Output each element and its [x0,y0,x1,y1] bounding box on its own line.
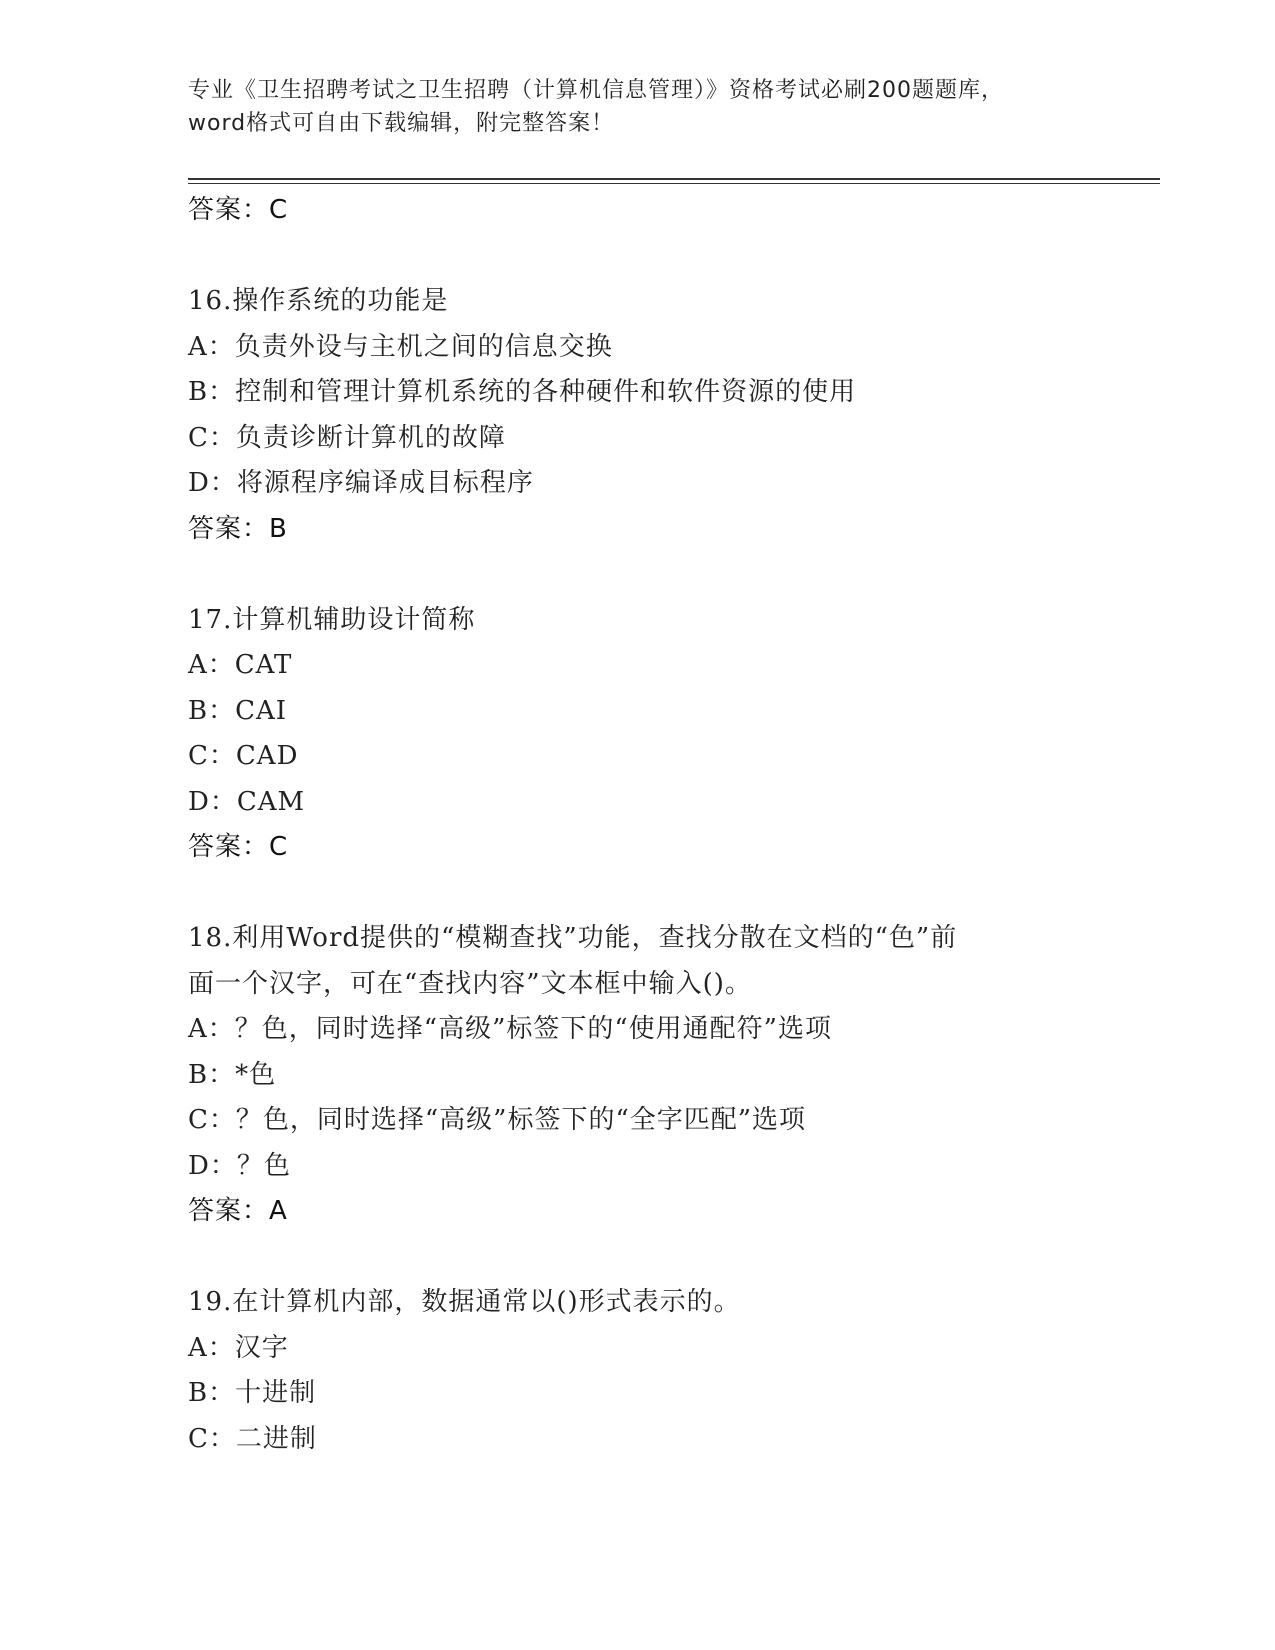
question-17 [188,598,1088,871]
question-stem: 17.计算机辅助设计简称 [188,604,476,635]
header-divider-thick [188,178,1160,180]
spacer [188,234,1088,280]
spacer [188,871,1088,917]
option-d: D：将源程序编译成目标程序 [188,468,534,498]
option-c: C：？色，同时选择“高级”标签下的“全字匹配”选项 [188,1105,807,1135]
question-19 [188,1280,1088,1462]
option-a: A：汉字 [188,1332,289,1363]
header-line-1: 专业《卫生招聘考试之卫生招聘（计算机信息管理）》资格考试必刷200题题库， [188,78,1004,103]
question-stem-line-1: 18.利用Word提供的“模糊查找”功能，查找分散在文档的“色”前 [188,923,958,953]
option-b: B：控制和管理计算机系统的各种硬件和软件资源的使用 [188,377,857,407]
spacer [188,1235,1088,1281]
option-c: C：CAD [188,741,299,771]
question-list [188,188,1088,1462]
option-b: B：*色 [188,1059,277,1090]
option-a: A：CAT [188,650,293,680]
option-a: A：？色，同时选择“高级”标签下的“使用通配符”选项 [188,1014,832,1044]
option-b: B：十进制 [188,1378,317,1408]
option-c: C：二进制 [188,1423,317,1454]
header-divider-thin [188,183,1160,184]
option-d: D：？色 [188,1150,291,1181]
answer-line: 答案：B [188,513,288,544]
option-b: B：CAI [188,695,288,726]
question-stem: 19.在计算机内部，数据通常以()形式表示的。 [188,1287,741,1317]
option-d: D：CAM [188,786,306,817]
question-16 [188,279,1088,552]
answer-line: 答案：A [188,1196,288,1226]
document-header [188,74,1088,140]
answer-line-15: 答案：C [188,195,289,225]
answer-line: 答案：C [188,832,289,862]
question-18 [188,916,1088,1235]
question-stem: 16.操作系统的功能是 [188,286,449,316]
spacer [188,552,1088,598]
question-stem-line-2: 面一个汉字，可在“查找内容”文本框中输入()。 [188,968,752,999]
header-line-2: word格式可自由下载编辑，附完整答案！ [188,111,615,136]
option-c: C：负责诊断计算机的故障 [188,422,506,453]
option-a: A：负责外设与主机之间的信息交换 [188,331,613,362]
